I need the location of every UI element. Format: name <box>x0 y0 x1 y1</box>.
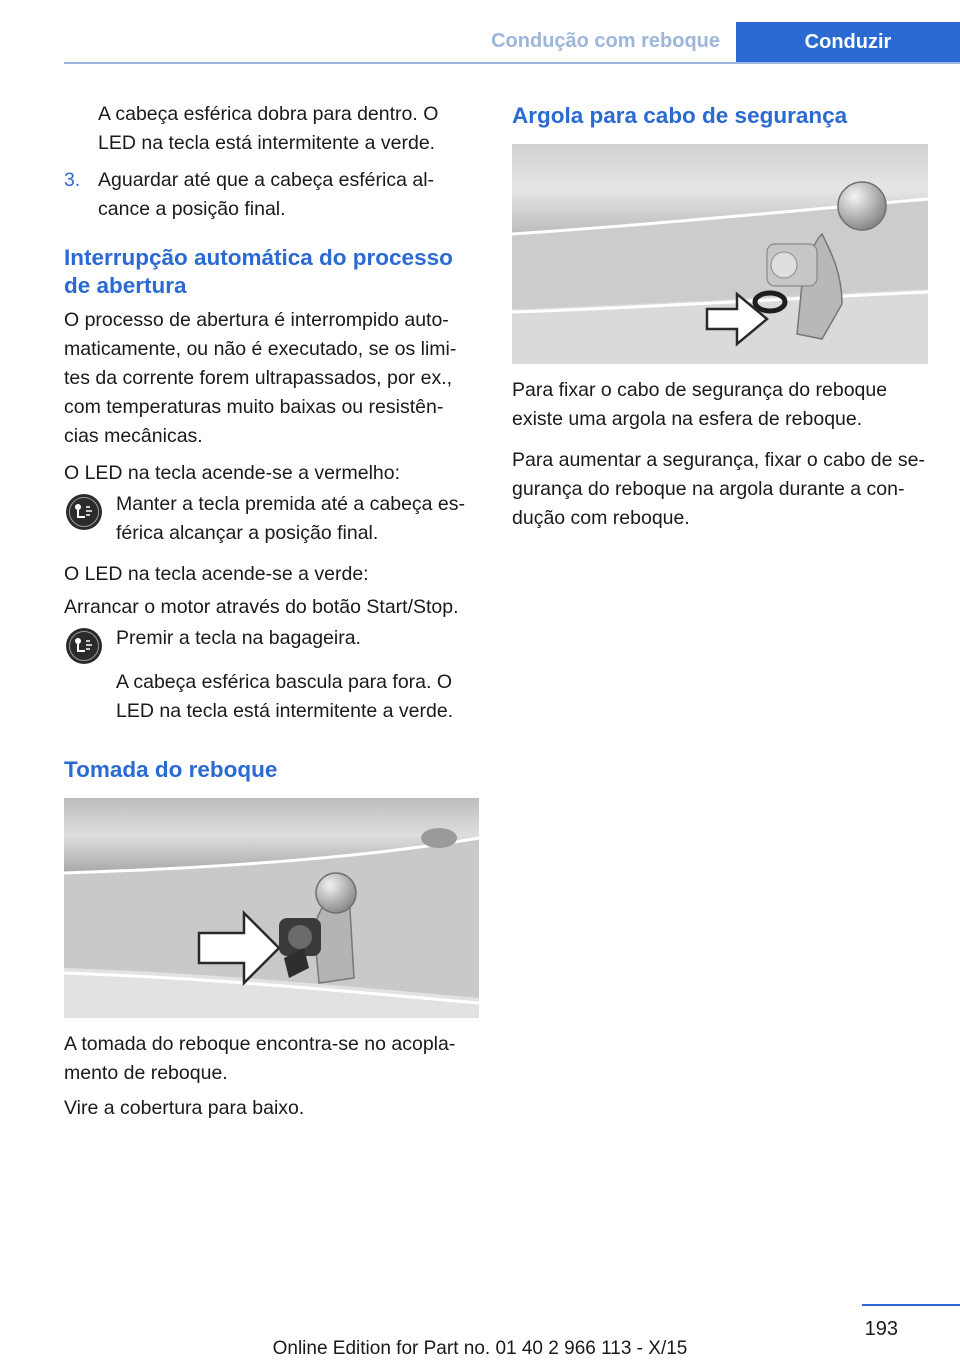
paragraph-led-green: O LED na tecla acende-se a verde: <box>64 563 369 585</box>
left-column <box>64 100 479 1123</box>
footer-rule <box>862 1304 960 1306</box>
header-section-title: Condução com reboque <box>491 30 720 52</box>
paragraph-interrupt: O processo de abertura é interrompido auto‐ maticamente, ou não é executado, se os limi‐ tes da corrente forem ultrapassados, por ex., com temperaturas muito baixas ou resistên‐ cias mecânicas. <box>64 309 457 447</box>
paragraph-loop-1: Para fixar o cabo de segurança do reboque existe uma argola na esfera de reboque. <box>512 379 888 430</box>
intro-text: A cabeça esférica dobra para dentro. O LED na tecla está intermitente a verde. <box>98 103 439 154</box>
tow-hitch-key-icon <box>66 628 102 664</box>
socket-illustration <box>64 798 479 1018</box>
header-rule <box>64 62 960 64</box>
loop-illustration <box>512 144 928 364</box>
key-instruction-2 <box>64 624 479 664</box>
heading-socket: Tomada do reboque <box>64 757 278 782</box>
paragraph-socket-1: A tomada do reboque encontra-se no acopla‐ mento de reboque. <box>64 1033 456 1084</box>
key-instruction-2-text: Premir a tecla na bagageira. <box>116 627 361 649</box>
right-column <box>512 100 928 533</box>
tow-hitch-key-icon <box>66 494 102 530</box>
paragraph-loop-2: Para aumentar a segurança, fixar o cabo de se‐ gurança do reboque na argola durante a con‐ dução com reboque. <box>512 449 925 529</box>
key-instruction-1-text: Manter a tecla premida até a cabeça es‐ férica alcançar a posição final. <box>116 493 466 544</box>
heading-loop: Argola para cabo de segurança <box>512 103 848 128</box>
page-number: 193 <box>864 1318 898 1340</box>
footer-edition: Online Edition for Part no. 01 40 2 966 113 - X/15 <box>272 1338 688 1359</box>
heading-interrupt: Interrupção automática do processo de abertura <box>64 245 453 298</box>
key-instruction-1 <box>64 490 479 548</box>
step-text: Aguardar até que a cabeça esférica al‐ cance a posição final. <box>98 169 435 220</box>
key-instruction-2-detail <box>64 668 479 726</box>
step-3 <box>64 166 479 224</box>
paragraph-led-red: O LED na tecla acende-se a vermelho: <box>64 462 401 484</box>
paragraph-socket-2: Vire a cobertura para baixo. <box>64 1097 305 1119</box>
paragraph-start: Arrancar o motor através do botão Start/Stop. <box>64 596 459 618</box>
key-instruction-2-detail-text: A cabeça esférica bascula para fora. O LED na tecla está intermitente a verde. <box>116 671 454 722</box>
step-number: 3. <box>64 169 81 191</box>
header-chapter-tab: Conduzir <box>736 22 960 63</box>
